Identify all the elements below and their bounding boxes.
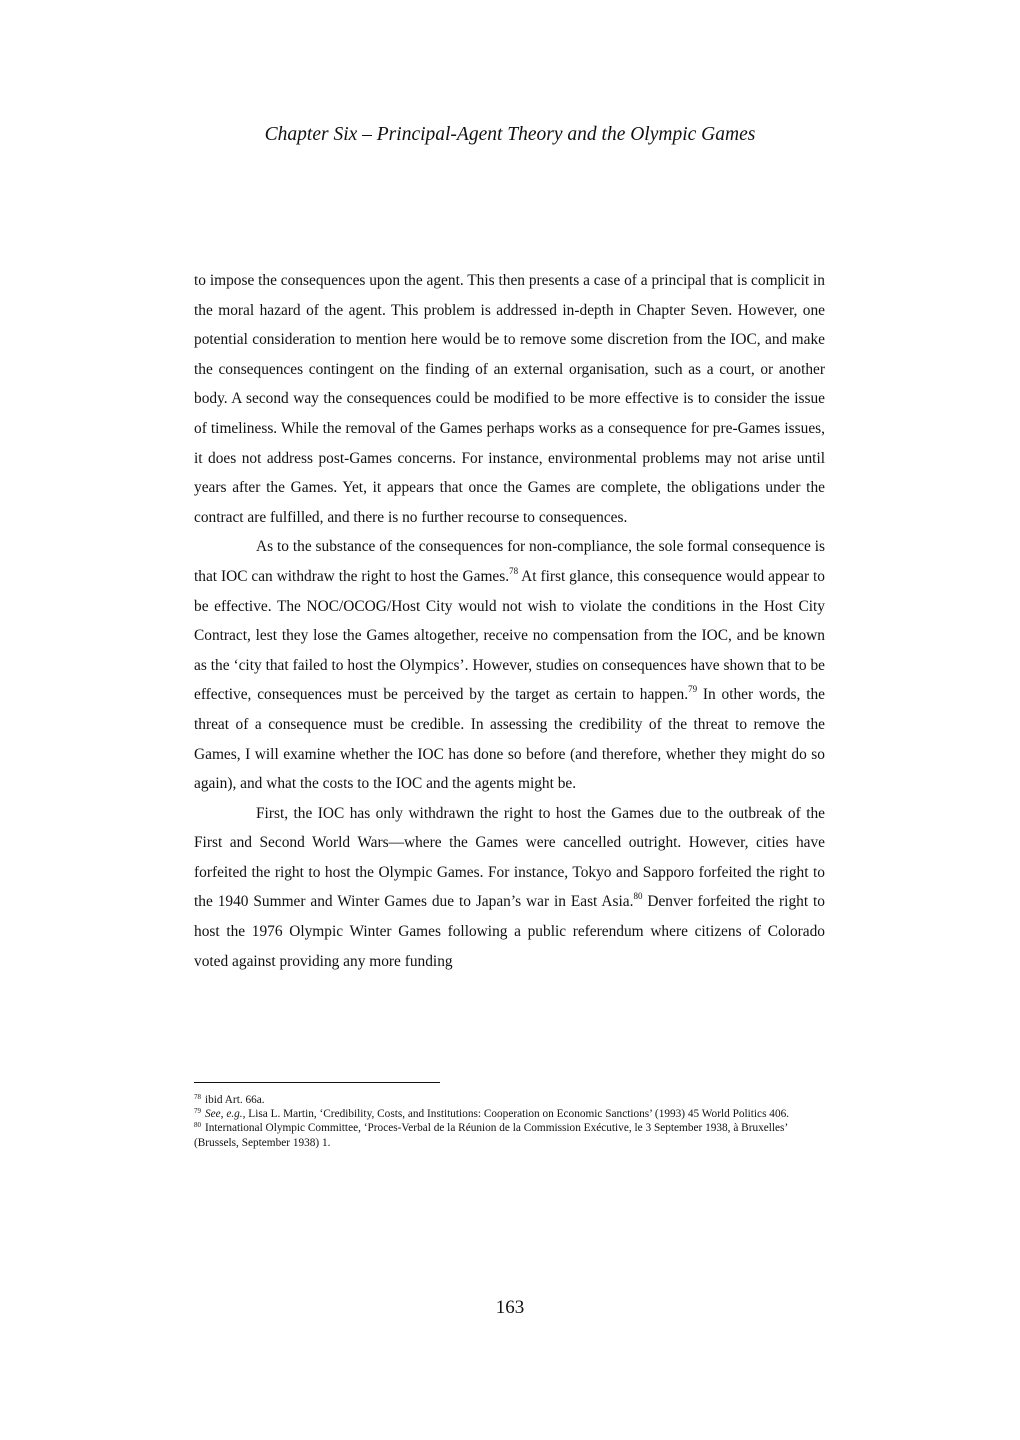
paragraph-2-part-a: As to the substance of the consequences for non-compliance, the sole formal consequence is that IOC can withdraw the right to host the Games. bbox=[194, 538, 825, 585]
footnote-text: ibid Art. 66a. bbox=[205, 1094, 265, 1106]
paragraph-3 bbox=[194, 799, 825, 977]
paragraph-3-part-b: Denver forfeited the right to host the 1976 Olympic Winter Games following a public referendum where citizens of Colorado voted against providing any more funding bbox=[194, 893, 825, 970]
footnote-text: International Olympic Committee, ‘Proces-Verbal de la Réunion de la Commission Exécutive, le 3 September 1938, à Bruxelles’ (Brussels, September 1938) 1. bbox=[194, 1122, 788, 1149]
body-text bbox=[194, 266, 825, 976]
footnote-number: 79 bbox=[194, 1107, 201, 1116]
paragraph-2-part-b: At first glance, this consequence would appear to be effective. The NOC/OCOG/Host City would not wish to violate the conditions in the Host City Contract, lest they lose the Games altogether, receive no compensation from the IOC, and be known as the ‘city that failed to host the Olympics’. However, studies on consequences have shown that to be effective, consequences must be perceived by the target as certain to happen. bbox=[194, 567, 826, 704]
footnote-text: Lisa L. Martin, ‘Credibility, Costs, and Institutions: Cooperation on Economic Sanctions’ (1993) 45 World Politics 406. bbox=[245, 1108, 790, 1121]
paragraph-2 bbox=[194, 532, 825, 798]
page-number: 163 bbox=[495, 1297, 525, 1318]
footnote-ref-78[interactable]: 78 bbox=[509, 565, 519, 576]
running-header: Chapter Six – Principal-Agent Theory and the Olympic Games bbox=[264, 124, 756, 145]
paragraph-1: to impose the consequences upon the agent. This then presents a case of a principal that is complicit in the moral hazard of the agent. This problem is addressed in-depth in Chapter Seven. However, one potential consideration to mention here would be to remove some discretion from the IOC, and make the consequences contingent on the finding of an external organisation, such as a court, or another body. A second way the consequences could be modified to be more effective is to consider the issue of timeliness. While the removal of the Games perhaps works as a consequence for pre-Games issues, it does not address post-Games concerns. For instance, environmental problems may not arise until years after the Games. Yet, it appears that once the Games are complete, the obligations under the contract are fulfilled, and there is no further recourse to consequences. bbox=[194, 272, 825, 526]
footnote-ref-80[interactable]: 80 bbox=[633, 891, 643, 902]
footnote-number: 80 bbox=[194, 1121, 201, 1130]
footnote-number: 78 bbox=[194, 1093, 201, 1101]
footnote-79 bbox=[194, 1107, 825, 1121]
footnote-separator bbox=[194, 1082, 440, 1083]
paragraph-2-part-c: In other words, the threat of a consequence must be credible. In assessing the credibility of the threat to remove the Games, I will examine whether the IOC has done so before (and therefore, whether they might do so again), and what the costs to the IOC and the agents might be. bbox=[194, 686, 826, 793]
footnote-78 bbox=[194, 1093, 825, 1107]
footnote-80 bbox=[194, 1121, 825, 1149]
footnote-ref-79[interactable]: 79 bbox=[688, 684, 698, 695]
footnotes bbox=[194, 1093, 825, 1150]
paragraph-3-part-a: First, the IOC has only withdrawn the right to host the Games due to the outbreak of the First and Second World Wars—where the Games were cancelled outright. However, cities have forfeited the right to host the Olympic Games. For instance, Tokyo and Sapporo forfeited the right to the 1940 Summer and Winter Games due to Japan’s war in East Asia. bbox=[194, 804, 825, 911]
footnote-signal: See, e.g., bbox=[205, 1108, 246, 1121]
